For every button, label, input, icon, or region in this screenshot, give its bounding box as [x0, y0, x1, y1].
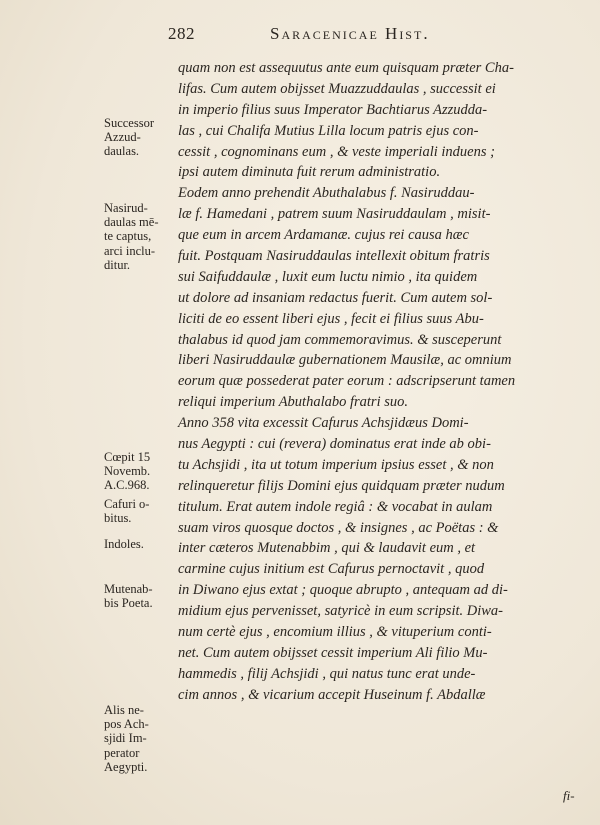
- margin-note-line: bis Poeta.: [104, 596, 153, 611]
- text-line: suam viros quosque doctos , & insignes , ac Poëtas : &: [178, 519, 499, 536]
- margin-note-indoles: [104, 537, 176, 551]
- text-line: in Diwano ejus extat ; quoque abrupto , antequam ad di-: [178, 582, 508, 599]
- margin-note-mutenabbis: [104, 582, 176, 610]
- text-line: carmine cujus initium est Cafurus pernoctavit , quod: [178, 561, 485, 578]
- text-line: ut dolore ad insaniam redactus fuerit. Cum autem sol-: [178, 289, 493, 306]
- margin-note-line: Aegypti.: [104, 759, 148, 774]
- text-line: hammedis , filij Achsjidi , qui natus tunc erat unde-: [178, 665, 476, 682]
- page-number: 282: [168, 24, 195, 43]
- text-line: num certè ejus , encomium illius , & vituperium conti-: [178, 624, 492, 641]
- margin-note-line: Nasirud-: [104, 201, 148, 215]
- text-line: sui Saifuddaulæ , luxit eum luctu nimio , ita quidem: [178, 268, 478, 285]
- text-line: liberi Nasiruddaulæ gubernationem Mausilæ, ac omnium: [178, 352, 512, 369]
- text-line: thalabus id quod jam commemoravimus. & susceperunt: [178, 331, 502, 348]
- margin-note-line: ditur.: [104, 257, 131, 272]
- text-line: net. Cum autem obijsset cessit imperium Ali filio Mu-: [178, 644, 488, 661]
- text-line: lifas. Cum autem obijsset Muazzuddaulas , successit ei: [178, 80, 496, 97]
- text-line: quam non est assequutus ante eum quisquam præter Cha-: [178, 60, 514, 76]
- margin-note-line: pos Ach-: [104, 717, 149, 732]
- main-text: [178, 58, 578, 706]
- text-line: cessit , cognominans eum , & veste imperiali induens ;: [178, 143, 495, 160]
- page-header: [168, 24, 548, 50]
- text-line: midium ejus pervenisset, satyricè in eum scripsit. Diwa-: [178, 603, 503, 620]
- text-line: in imperio filius suus Imperator Bachtiarus Azzudda-: [178, 101, 488, 118]
- margin-note-line: sjidi Im-: [104, 731, 147, 746]
- margin-note-line: Novemb.: [104, 464, 151, 479]
- margin-note-successor: [104, 116, 176, 159]
- text-line: tu Achsjidi , ita ut totum imperium ipsius esset , & non: [178, 456, 494, 473]
- margin-note-alis-nepos: [104, 703, 176, 774]
- catchword: fi-: [563, 788, 575, 803]
- text-line: liciti de eo essent liberi ejus , fecit ei filius suus Abu-: [178, 310, 484, 327]
- text-line: ipsi autem diminuta fuit rerum administratio.: [178, 164, 441, 181]
- text-line: Anno 358 vita excessit Cafurus Achsjidæus Domi-: [178, 415, 469, 432]
- margin-note-line: Azzud-: [104, 130, 141, 145]
- margin-note-nasiruddaulas: [104, 201, 176, 272]
- running-title: Saracenicae Hist.: [270, 24, 430, 43]
- margin-note-line: Cafuri o-: [104, 497, 150, 511]
- text-line: Eodem anno prehendit Abuthalabus f. Nasiruddau-: [178, 185, 475, 202]
- margin-note-line: A.C.968.: [104, 478, 150, 493]
- margin-note-line: Indoles.: [104, 537, 144, 551]
- margin-note-line: Cœpit 15: [104, 450, 151, 464]
- margin-note-line: perator: [104, 745, 140, 760]
- text-line: cim annos , & vicarium accepit Huseinum f. Abdallæ: [178, 686, 486, 703]
- text-line: titulum. Erat autem indole regiâ : & vocabat in aulam: [178, 498, 493, 515]
- text-line: inter cæteros Mutenabbim , qui & laudavit eum , et: [178, 540, 476, 557]
- text-line: reliqui imperium Abuthalabo fratri suo.: [178, 394, 408, 411]
- text-line: que eum in arcem Ardamanæ. cujus rei causa hæc: [178, 227, 469, 244]
- margin-note-line: te captus,: [104, 229, 152, 244]
- margin-note-line: arci inclu-: [104, 243, 156, 258]
- text-line: nus Aegypti : cui (revera) dominatus erat inde ab obi-: [178, 436, 491, 453]
- margin-note-line: Alis ne-: [104, 703, 144, 717]
- text-line: læ f. Hamedani , patrem suum Nasiruddaulam , misit-: [178, 206, 491, 223]
- margin-note-line: daulas mē-: [104, 215, 159, 230]
- margin-note-line: Successor: [104, 116, 154, 130]
- margin-note-line: daulas.: [104, 144, 140, 159]
- text-line: fuit. Postquam Nasiruddaulas intellexit obitum fratris: [178, 248, 490, 265]
- text-line: eorum quæ possederat pater eorum : adscripserunt tamen: [178, 373, 516, 390]
- margin-note-date: [104, 450, 176, 493]
- text-line: las , cui Chalifa Mutius Lilla locum patris ejus con-: [178, 122, 479, 139]
- margin-note-line: Mutenab-: [104, 582, 153, 596]
- margin-note-line: bitus.: [104, 511, 132, 526]
- text-line: relinqueretur filijs Domini ejus quidquam præter nudum: [178, 477, 505, 494]
- margin-note-cafuri-obitus: [104, 497, 176, 525]
